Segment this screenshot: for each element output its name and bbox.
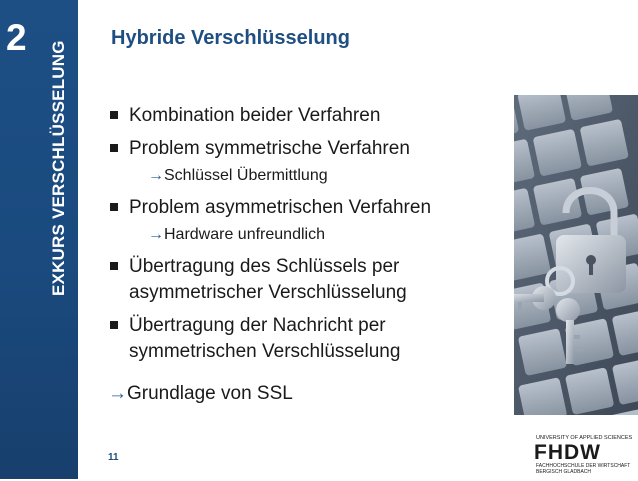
bullet-text: Übertragung des Schlüssels per asymmetrischer Verschlüsselung — [129, 256, 407, 303]
arrow-icon: → — [108, 383, 127, 404]
sub-item-text: Schlüssel Übermittlung — [164, 167, 328, 184]
sub-item — [108, 225, 498, 245]
keyboard-padlock-illustration — [514, 95, 638, 415]
arrow-icon: → — [148, 226, 164, 243]
sub-item-text: Hardware unfreundlich — [164, 226, 325, 243]
bullet-item — [108, 103, 498, 129]
keyboard-padlock-photo — [514, 95, 638, 415]
bullet-text: Kombination beider Verfahren — [129, 105, 381, 126]
bullet-item — [108, 254, 498, 306]
chapter-sidebar — [0, 0, 78, 479]
page-number: 11 — [108, 452, 119, 463]
bullet-square-icon — [110, 144, 118, 152]
bullet-item — [108, 313, 498, 365]
bullet-item — [108, 195, 498, 221]
conclusion-text: Grundlage von SSL — [127, 383, 293, 404]
bullet-item — [108, 136, 498, 162]
bullet-list — [108, 103, 498, 372]
logo-tagline: UNIVERSITY OF APPLIED SCIENCES — [536, 435, 633, 441]
bullet-square-icon — [110, 321, 118, 329]
chapter-number: 2 — [6, 17, 27, 58]
bullet-square-icon — [110, 203, 118, 211]
bullet-square-icon — [110, 262, 118, 270]
sub-item — [108, 166, 498, 186]
fhdw-logo — [530, 432, 634, 476]
logo-line-2: BERGISCH GLADBACH — [536, 469, 592, 475]
bullet-text: Problem asymmetrischen Verfahren — [129, 197, 432, 218]
logo-line-1: FACHHOCHSCHULE DER WIRTSCHAFT — [536, 463, 631, 469]
logo-brand: FHDW — [534, 441, 601, 464]
bullet-text: Übertragung der Nachricht per symmetrischen Verschlüsselung — [129, 315, 401, 362]
arrow-icon: → — [148, 167, 164, 184]
chapter-title: EXKURS VERSCHLÜSSELUNG — [49, 40, 68, 296]
bullet-square-icon — [110, 111, 118, 119]
slide-title: Hybride Verschlüsselung — [111, 27, 350, 49]
bullet-text: Problem symmetrische Verfahren — [129, 138, 410, 159]
fhdw-logo-graphic — [530, 432, 634, 476]
conclusion — [108, 381, 293, 407]
